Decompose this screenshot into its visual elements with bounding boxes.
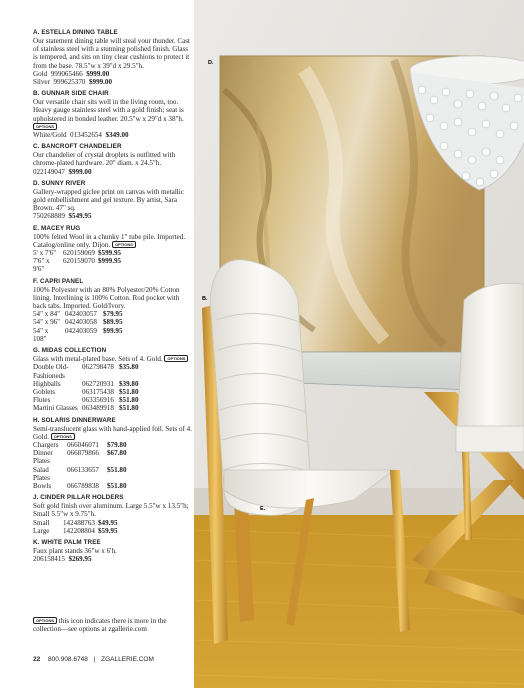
price-cell: $89.95 [103, 318, 123, 327]
price-cell: $51.80 [107, 465, 127, 474]
price-line [33, 70, 193, 78]
price: $269.95 [68, 555, 92, 564]
product-heading: H. SOLARIS DINNERWARE [33, 416, 116, 424]
options-legend [33, 617, 193, 633]
product-heading: J. CINDER PILLAR HOLDERS [33, 494, 124, 502]
sku: 750268889 [33, 212, 65, 221]
product-description: Soft gold finish over aluminum. Large 5.5"w x 13.5"h; Small 5.5"w x 9.75"h. [33, 502, 189, 519]
size-cell: Large [33, 526, 50, 535]
price-cell: $51.80 [119, 404, 139, 413]
sku-cell: 062720931 [82, 379, 114, 388]
sku-cell: 063356916 [82, 396, 114, 405]
price-cell: $79.95 [103, 310, 123, 319]
product-gunnar-side-chair [33, 90, 193, 139]
price-table [33, 441, 193, 490]
item-cell: Highballs [33, 379, 61, 388]
product-description [33, 98, 193, 131]
options-badge-icon[interactable]: OPTIONS [51, 433, 75, 440]
product-description: 100% Polyester with an 80% Polyester/20% Cotton lining. Interlining is 100% Cotton. Rod pocket with back tabs. Imported. Gold/Ivory. [33, 285, 180, 311]
options-badge-icon[interactable]: OPTIONS [164, 355, 188, 362]
item-cell: Goblets [33, 387, 56, 396]
sku: 999625370 [53, 78, 86, 87]
sku-cell: 063175438 [82, 387, 114, 396]
phone-number[interactable]: 800.908.6748 [48, 656, 88, 663]
sku-cell: 062798478 [82, 363, 114, 372]
item-cell: Double Old-Fashioneds [33, 363, 69, 380]
page-number: 22 [33, 656, 41, 663]
sku-cell: 142208804 [63, 526, 95, 535]
product-heading: E. MACEY RUG [33, 224, 81, 232]
website-link[interactable]: ZGALLERIE.COM [101, 656, 154, 663]
sku-cell: 066789838 [67, 481, 99, 490]
options-badge-icon: OPTIONS [33, 617, 57, 624]
sku: 206158415 [33, 555, 65, 564]
callout-e: E. [260, 506, 266, 512]
product-description: Gallery-wrapped giclee print on canvas with metallic gold embellishment and gel texture. By artist, Sara Brown. 47" sq. [33, 187, 184, 213]
description-text: Glass with metal-plated base. Sets of 4. Gold. [33, 355, 163, 364]
price-cell: $35.80 [119, 363, 139, 372]
options-badge-icon[interactable]: OPTIONS [33, 123, 57, 130]
size-cell: 54" x 84" [33, 310, 61, 319]
product-description: Faux plant stands 36"w x 6'h. [33, 546, 117, 555]
callout-b: B. [202, 296, 208, 302]
price-cell: $39.80 [119, 379, 139, 388]
footer-separator: | [93, 656, 96, 663]
price-cell: $79.80 [107, 440, 127, 449]
variant-label: White/Gold [33, 131, 67, 140]
size-cell: 54" x 96" [33, 318, 61, 327]
sku-cell: 620159069 [63, 249, 95, 258]
product-text-column [0, 0, 194, 688]
product-description: Our chandelier of crystal droplets is outfitted with chrome-plated hardware. 20" diam. x 24.5"h. [33, 151, 176, 168]
sku: 022149047 [33, 167, 65, 176]
description-text: Our versatile chair sits well in the living room, too. Heavy gauge stainless steel with a gold finish; seat is upholstered in bonded leather. 20.5"w x 29"d x 38"h. [33, 98, 184, 123]
price-line [33, 131, 193, 139]
size-cell: 7'6" x 9'6" [33, 257, 50, 274]
item-cell: Martini Glasses [33, 404, 78, 413]
price-line [33, 212, 193, 220]
price-cell: $51.80 [119, 396, 139, 405]
item-cell: Salad Plates [33, 465, 50, 482]
product-midas-collection [33, 347, 193, 412]
item-cell: Dinner Plates [33, 449, 53, 466]
page-footer [33, 656, 154, 663]
sku-cell: 142488763 [63, 518, 95, 527]
price-cell: $99.95 [103, 326, 123, 335]
dining-room-photo [194, 0, 524, 688]
product-heading: G. MIDAS COLLECTION [33, 347, 107, 355]
product-macey-rug [33, 225, 193, 274]
price-cell: $999.95 [98, 257, 122, 266]
product-heading: B. GUNNAR SIDE CHAIR [33, 90, 109, 98]
price-table [33, 519, 193, 535]
description-text: 100% felted Wool in a chunky 1" tube pile. Imported. Catalog/online only. Dijon. [33, 232, 186, 249]
price-line [33, 78, 193, 86]
item-cell: Bowls [33, 481, 52, 490]
price-line [33, 168, 193, 176]
product-cinder-pillar-holders [33, 494, 193, 535]
product-white-palm-tree [33, 539, 193, 563]
product-description [33, 425, 193, 441]
sku: 013452654 [70, 131, 102, 140]
variant-label: Silver [33, 78, 50, 87]
price-cell: $51.80 [107, 481, 127, 490]
sku-cell: 066046071 [67, 440, 99, 449]
price-cell: $51.80 [119, 387, 139, 396]
product-heading: F. CAPRI PANEL [33, 277, 84, 285]
price: $999.00 [86, 69, 110, 78]
price-cell: $599.95 [98, 249, 122, 258]
product-heading: A. ESTELLA DINING TABLE [33, 29, 118, 36]
sku: 999065466 [50, 69, 83, 78]
price-line [33, 555, 193, 563]
size-cell: 5' x 7'6" [33, 249, 57, 258]
description-text: Semi-translucent glass with hand-applied foil. Sets of 4. Gold. [33, 424, 192, 441]
price-table [33, 310, 193, 343]
sku-cell: 042403059 [65, 326, 97, 335]
product-list [33, 29, 193, 567]
product-description [33, 233, 193, 249]
sku-cell: 066133657 [67, 465, 99, 474]
variant-label: Gold [33, 69, 48, 78]
product-heading: D. SUNNY RIVER [33, 179, 86, 187]
product-capri-panel [33, 278, 193, 343]
size-cell: 54" x 108" [33, 326, 49, 343]
sku-cell: 063489918 [82, 404, 114, 413]
product-sunny-river [33, 180, 193, 221]
price: $999.00 [68, 167, 92, 176]
product-heading: C. BANCROFT CHANDELIER [33, 143, 122, 151]
price-cell: $59.95 [98, 526, 118, 535]
product-bancroft-chandelier [33, 143, 193, 176]
item-cell: Flutes [33, 396, 51, 405]
sku-cell: 620159070 [63, 257, 95, 266]
size-cell: Small [33, 518, 50, 527]
sku-cell: 042403058 [65, 318, 97, 327]
price-cell: $67.80 [107, 449, 127, 458]
callout-d: D. [208, 60, 214, 66]
price: $549.95 [68, 212, 92, 221]
price: $349.00 [105, 131, 129, 140]
product-description: Our statement dining table will steal your thunder. Cast of stainless steel with a stunning polished finish. Glass is tempered, and sits on tiny clear cushions to protect it from the base. 78.5"w x 39"d x 29.5"h. [33, 37, 191, 70]
product-solaris-dinnerware [33, 417, 193, 491]
item-cell: Chargers [33, 440, 59, 449]
price: $999.00 [88, 78, 113, 87]
legend-text: this icon indicates there is more in the collection—see options at zgallerie.com [33, 617, 167, 634]
product-heading: K. WHITE PALM TREE [33, 538, 101, 546]
price-table [33, 363, 193, 412]
price-cell: $49.95 [98, 518, 118, 527]
product-estella-dining-table [33, 29, 193, 86]
sku-cell: 042403057 [65, 310, 97, 319]
price-table [33, 249, 193, 274]
product-description [33, 355, 193, 363]
sku-cell: 066879866 [67, 449, 99, 458]
options-badge-icon[interactable]: OPTIONS [112, 241, 136, 248]
